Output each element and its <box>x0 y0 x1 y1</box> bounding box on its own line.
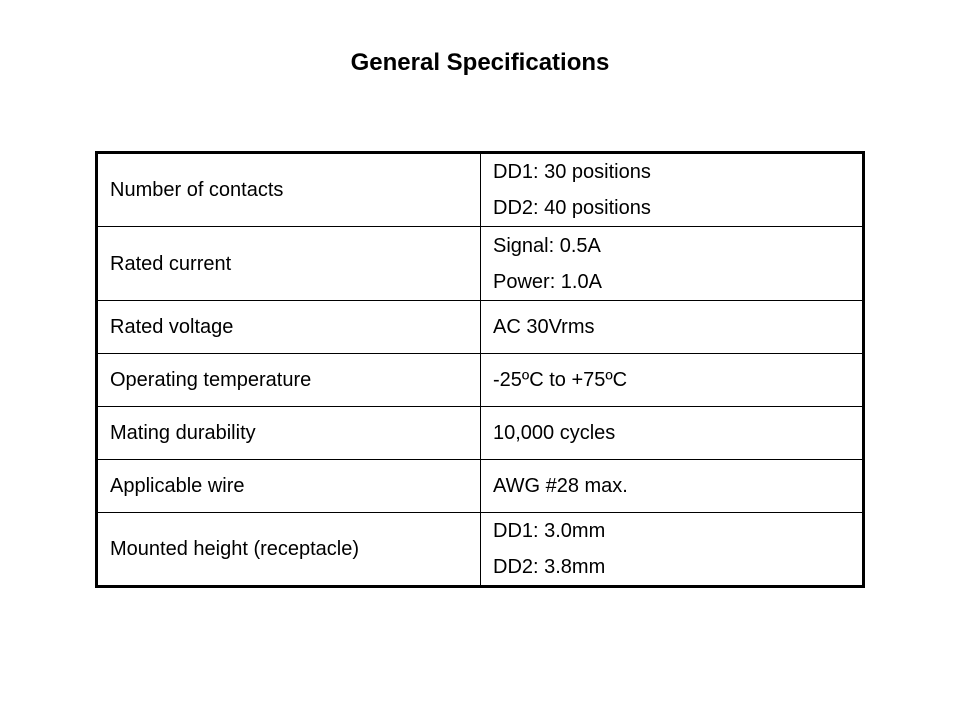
page-title: General Specifications <box>350 49 610 76</box>
spec-label: Operating temperature <box>97 354 481 407</box>
spec-value: 10,000 cycles <box>481 407 864 460</box>
spec-value <box>481 153 864 227</box>
spec-label: Rated voltage <box>97 301 481 354</box>
spec-label: Applicable wire <box>97 460 481 513</box>
spec-value <box>481 513 864 587</box>
spec-label: Mounted height (receptacle) <box>97 513 481 587</box>
specifications-table <box>95 151 865 588</box>
table-row <box>97 153 864 227</box>
spec-value-line: Power: 1.0A <box>493 270 602 293</box>
spec-value <box>481 227 864 301</box>
table-row <box>97 301 864 354</box>
spec-value-line: DD2: 40 positions <box>493 197 651 219</box>
spec-label: Rated current <box>97 227 481 301</box>
table-row <box>97 407 864 460</box>
table-row <box>97 460 864 513</box>
spec-value-line: DD1: 3.0mm <box>493 520 606 542</box>
spec-value-line: DD1: 30 positions <box>493 161 651 183</box>
table-row <box>97 227 864 301</box>
table-row <box>97 354 864 407</box>
spec-value: AC 30Vrms <box>481 301 864 354</box>
table-row <box>97 513 864 587</box>
spec-value: -25ºC to +75ºC <box>481 354 864 407</box>
spec-label: Mating durability <box>97 407 481 460</box>
spec-value-line: Signal: 0.5A <box>493 234 601 257</box>
spec-value-line: DD2: 3.8mm <box>493 556 606 578</box>
spec-label: Number of contacts <box>97 153 481 227</box>
spec-value: AWG #28 max. <box>481 460 864 513</box>
